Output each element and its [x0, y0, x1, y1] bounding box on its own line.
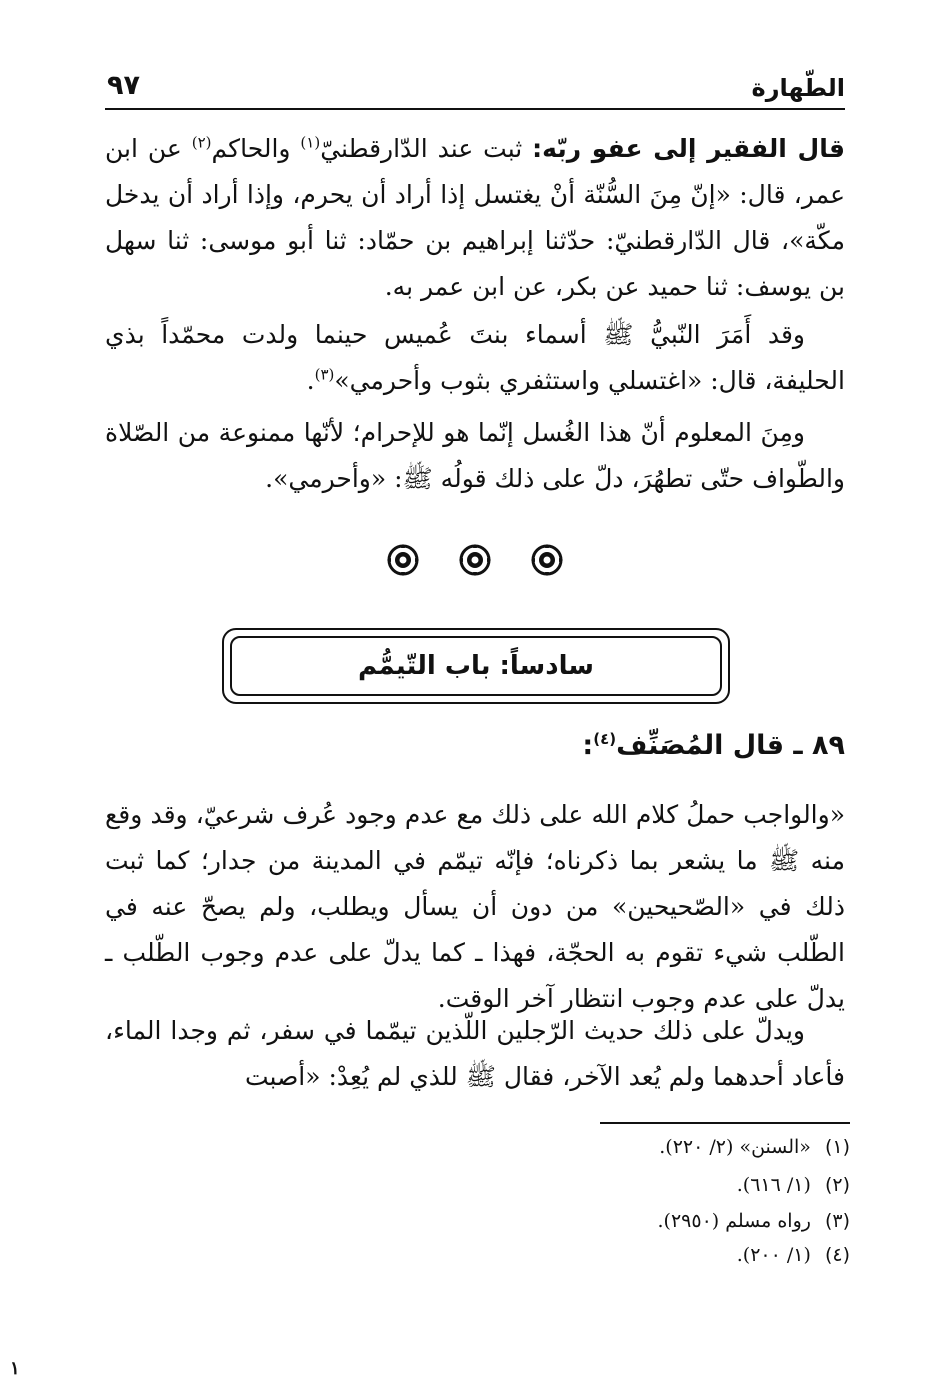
- paragraph-text: ومِنَ المعلوم أنّ هذا الغُسل إنّما هو للإحرام؛ لأنّها ممنوعة من الصّلاة والطّواف حتّى تطهُرَ، دلّ على ذلك قولُه ﷺ: «وأحرمي».: [105, 418, 845, 493]
- footnote-divider: [600, 1122, 850, 1124]
- footnote-text: «السنن» (٢/ ٢٢٠).: [659, 1136, 811, 1158]
- footnote-item: [150, 1134, 850, 1160]
- author-lead: قال الفقير إلى عفو ربّه:: [532, 134, 845, 163]
- ornament-icon: [530, 543, 564, 577]
- footnote-text: رواه مسلم (٢٩٥٠).: [657, 1210, 811, 1232]
- paragraph-text: «والواجب حملُ كلام الله على ذلك مع عدم وجود عُرف شرعيّ، وقد وقع منه ﷺ ما يشعر بما ذكرناه؛ فإنّه تيمّم في المدينة من جدار؛ كما ثبت ذلك في «الصّحيحين» من دون أن يسأل ويطلب، ولم يصحّ عنه في الطّلب شيء تقوم به الحجّة، فهذا ـ كما يدلّ على عدم وجوب الطّلب ـ يدلّ على عدم وجوب انتظار آخر الوقت.: [105, 800, 845, 1013]
- item-heading-text: ٨٩ ـ قال المُصَنِّف: [616, 730, 845, 761]
- section-title-box: [222, 628, 730, 704]
- paragraph-text: ثبت عند الدّارقطنيّ: [320, 134, 533, 163]
- item-heading: [582, 730, 845, 761]
- footnote-number: (١): [824, 1136, 850, 1158]
- running-title: الطّهارة: [751, 74, 845, 102]
- item-heading-colon: :: [582, 730, 594, 761]
- footnote-number: (٣): [824, 1210, 850, 1232]
- edge-mark: ١: [10, 1358, 20, 1379]
- quote-paragraph: [105, 792, 845, 1022]
- footnote-ref: (٣): [314, 365, 335, 384]
- footnote-number: (٤): [824, 1244, 850, 1266]
- paragraph-text: ويدلّ على ذلك حديث الرّجلين اللّذين تيمّما في سفر، ثم وجدا الماء، فأعاد أحدهما ولم يُعد الآخر، فقال ﷺ للذي لم يُعِدْ: «أصبت: [105, 1016, 845, 1091]
- footnote-text: (١/ ٢٠٠).: [736, 1244, 811, 1266]
- page-number: ٩٧: [107, 70, 140, 101]
- ornament-icon: [386, 543, 420, 577]
- footnote-ref: (٢): [191, 133, 212, 152]
- section-title-inner-frame: [230, 636, 722, 696]
- paragraph-end: .: [306, 366, 315, 395]
- paragraph-last: [105, 1008, 845, 1100]
- footnote-ref: (١): [300, 133, 321, 152]
- footnote-item: [150, 1242, 850, 1268]
- paragraph-text: وقد أَمَرَ النّبيُّ ﷺ أسماء بنتَ عُميس حينما ولدت محمّداً بذي الحليفة، قال: «اغتسلي واستثفري بثوب وأحرمي»: [105, 320, 845, 395]
- page-header: [105, 66, 845, 110]
- paragraph-text: والحاكم: [211, 134, 301, 163]
- section-divider-ornaments: [0, 543, 950, 579]
- footnote-number: (٢): [824, 1174, 850, 1196]
- footnote-item: [150, 1172, 850, 1198]
- footnote-text: (١/ ٦١٦).: [736, 1174, 811, 1196]
- footnote-item: [150, 1208, 850, 1234]
- paragraph-2: [105, 312, 845, 404]
- paragraph-3: [105, 410, 845, 502]
- paragraph-text: عن ابن عمر، قال: «إنّ مِنَ السُّنّة أنْ يغتسل إذا أراد أن يحرم، وإذا أراد أن يدخل مكّة»، قال الدّارقطنيّ: حدّثنا إبراهيم بن حمّاد: ثنا أبو موسى: ثنا سهل بن يوسف: ثنا حميد عن بكر، عن ابن عمر به.: [105, 134, 845, 301]
- paragraph-1: [105, 126, 845, 310]
- ornament-icon: [458, 543, 492, 577]
- section-title: سادساً: باب التّيمُّم: [358, 651, 594, 681]
- footnote-ref: (٤): [593, 730, 617, 748]
